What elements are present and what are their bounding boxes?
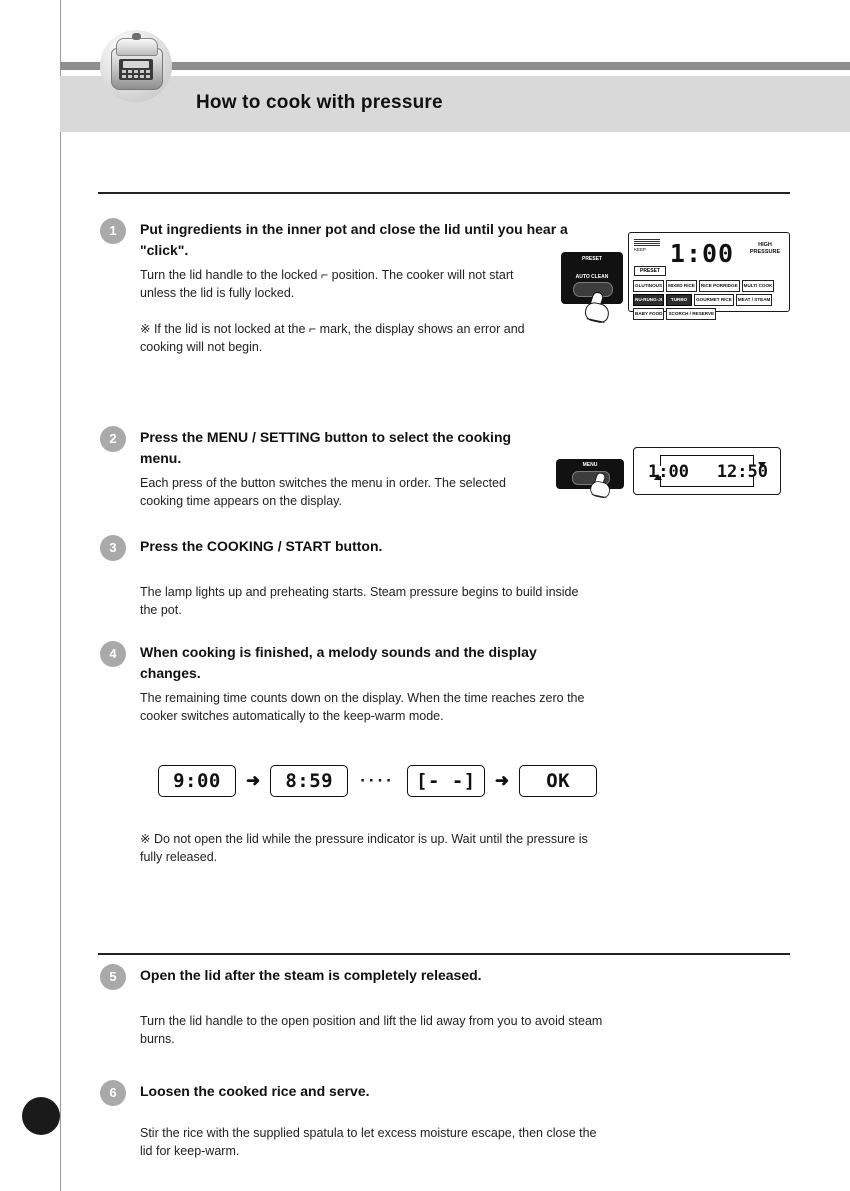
sequence-arrow-1: ➜ [246, 771, 261, 790]
step-bullet-5: 5 [100, 964, 126, 990]
rice-cooker-icon [100, 30, 172, 102]
page-number-badge [22, 1097, 60, 1135]
step-6-body: Stir the rice with the supplied spatula to let excess moisture escape, then close the lid for keep-warm. [140, 1126, 597, 1158]
step-bullet-4: 4 [100, 641, 126, 667]
section-divider-bottom [98, 953, 790, 955]
cooker-panel-screen [123, 61, 149, 68]
preset-button-caption: AUTO CLEAN [575, 274, 609, 280]
step-bullet-3: 3 [100, 535, 126, 561]
pointing-hand-icon-2 [590, 473, 611, 498]
control-panel-illustration [628, 232, 790, 316]
preset-button-top-label: PRESET [581, 256, 602, 262]
step-1-text: Put ingredients in the inner pot and close the lid until you hear a "click". [140, 221, 568, 258]
sequence-display-1: 9:00 [158, 765, 236, 797]
panel-left-marks: KEEP [634, 238, 662, 253]
cooker-knob-shape [132, 33, 141, 40]
step-bullet-1: 1 [100, 218, 126, 244]
panel-pressure-label: HIGH PRESSURE [749, 242, 781, 255]
step-1-note: ※ If the lid is not locked at the ⌐ mark, the display shows an error and cooking will not begin. [140, 322, 525, 354]
step-3-body: The lamp lights up and preheating starts. Steam pressure begins to build inside the pot. [140, 585, 579, 617]
header-band [60, 76, 850, 132]
sequence-arrow-2: ➜ [494, 771, 510, 790]
panel-key-meat-steam[interactable]: MEAT / STEAM [736, 294, 773, 306]
step-2-body: Each press of the button switches the menu in order. The selected cooking time appears on the display. [140, 476, 506, 508]
sequence-display-2: 8:59 [270, 765, 348, 797]
step-5-body: Turn the lid handle to the open position and lift the lid away from you to avoid steam burns. [140, 1014, 603, 1046]
sequence-display-4: OK [519, 765, 597, 797]
cooker-panel-buttons-row1 [122, 70, 150, 73]
page-title: How to cook with pressure [196, 92, 443, 113]
step-4-text: When cooking is finished, a melody sounds and the display changes. [140, 644, 537, 681]
panel-key-rice-porridge[interactable]: RICE PORRIDGE [699, 280, 740, 292]
step-4-body: The remaining time counts down on the display. When the time reaches zero the cooker switches automatically to the keep-warm mode. [140, 691, 585, 723]
panel-key-baby-food[interactable]: BABY FOOD [633, 308, 664, 320]
header-accent-bar [60, 62, 850, 70]
step-bullet-2: 2 [100, 426, 126, 452]
sequence-display-3: [- -] [407, 765, 485, 797]
step-4-note: ※ Do not open the lid while the pressure indicator is up. Wait until the pressure is fully released. [140, 832, 588, 864]
panel-key-turbo[interactable]: TURBO [666, 294, 692, 306]
page-left-rule [60, 0, 61, 1191]
countdown-sequence [158, 765, 597, 797]
menu-toggle-illustration [633, 447, 781, 495]
panel-lcd-display: 1:00 [669, 239, 735, 268]
step-5-text: Open the lid after the steam is completely released. [140, 967, 482, 983]
panel-key-multi-cook[interactable]: MULTI COOK [742, 280, 775, 292]
panel-key-gourmet-rice[interactable]: GOURMET RICE [694, 294, 734, 306]
sequence-dots: ···· [360, 771, 395, 790]
section-divider-top [98, 192, 790, 194]
cooker-panel-shape [119, 59, 153, 80]
pointing-hand-icon [585, 292, 611, 322]
toggle-value-right: 12:50 [716, 462, 768, 482]
setting-button-top-label: MENU [582, 462, 598, 468]
step-2-text: Press the MENU / SETTING button to select the cooking menu. [140, 429, 512, 466]
step-3-text: Press the COOKING / START button. [140, 538, 383, 554]
panel-key-glutinous[interactable]: GLUTINOUS [633, 280, 664, 292]
panel-key-grid [633, 280, 785, 320]
cooker-lid-shape [116, 38, 158, 56]
panel-preset-label: PRESET [634, 266, 666, 276]
cooker-panel-buttons-row2 [122, 75, 150, 78]
panel-key-mixed-rice[interactable]: MIXED RICE [666, 280, 697, 292]
toggle-value-left: 1:00 [648, 462, 689, 482]
panel-key-scorch-reserve[interactable]: SCORCH / RESERVE [666, 308, 716, 320]
panel-key-nurungji[interactable]: NU-RUNG-JI [633, 294, 664, 306]
step-6-text: Loosen the cooked rice and serve. [140, 1083, 370, 1099]
step-bullet-6: 6 [100, 1080, 126, 1106]
step-1-body: Turn the lid handle to the locked ⌐ position. The cooker will not start unless the lid is fully locked. [140, 268, 514, 300]
